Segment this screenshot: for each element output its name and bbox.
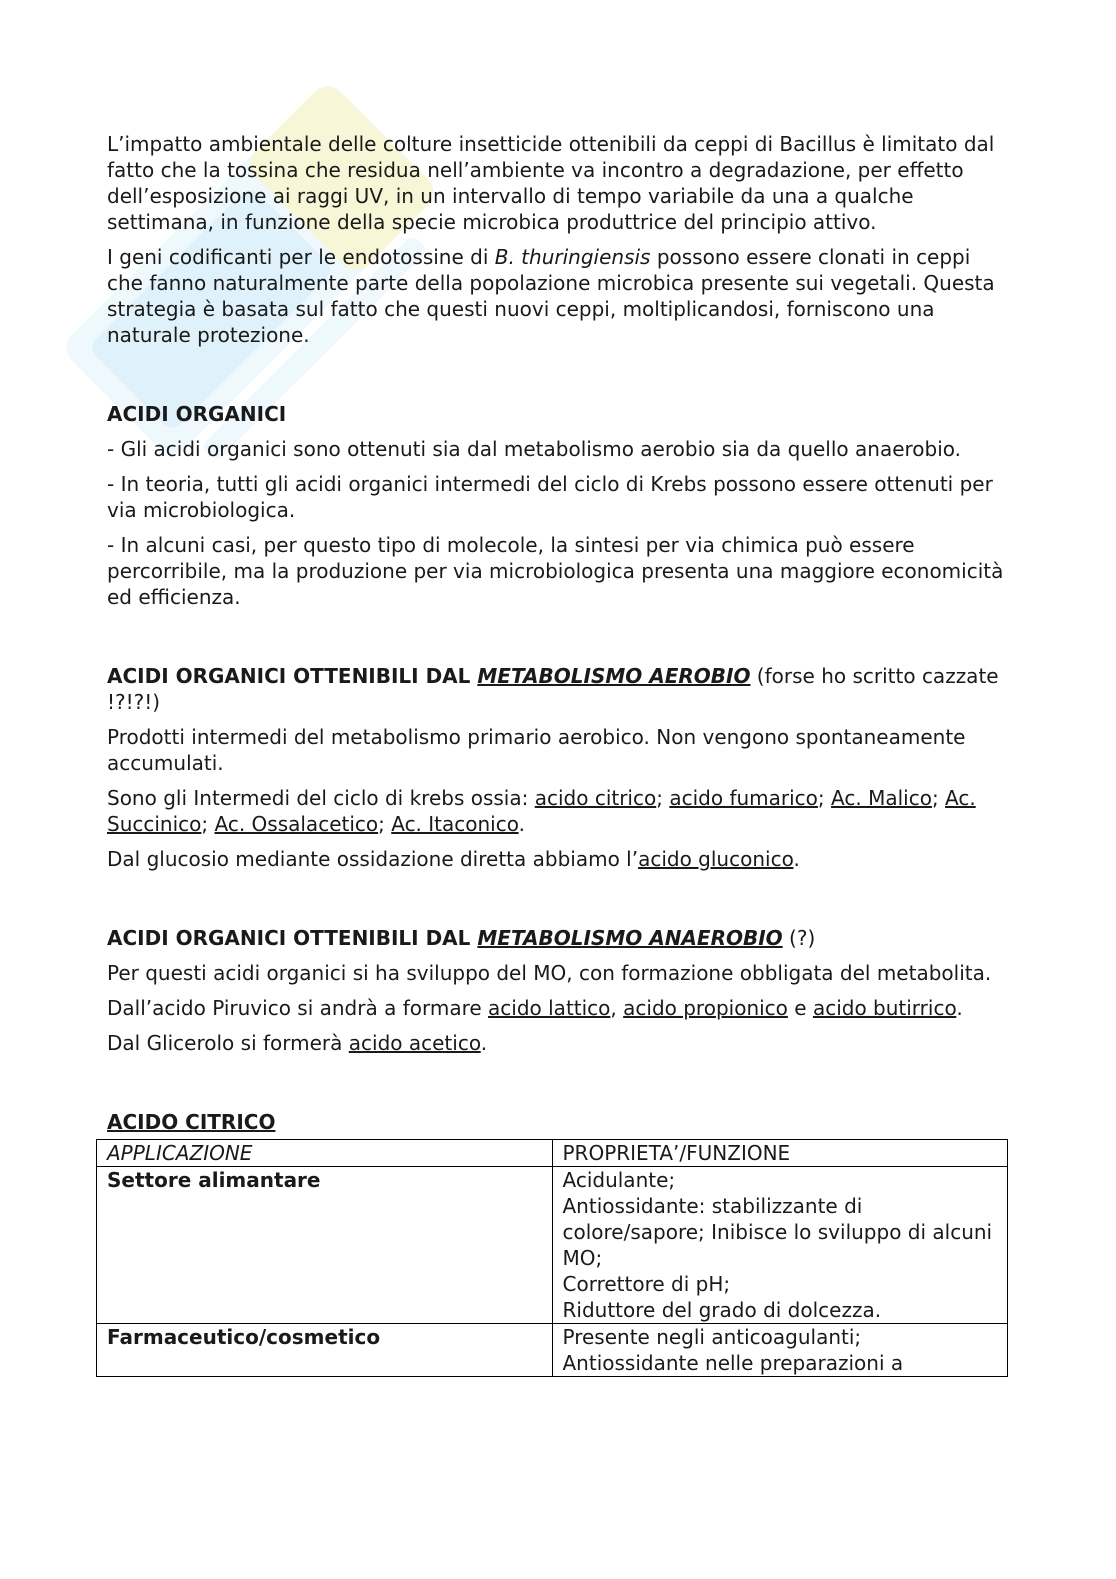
table-header-cell: APPLICAZIONE (97, 1140, 553, 1167)
separator: e (787, 996, 813, 1020)
page-content (107, 131, 1012, 1377)
table-cell-properties (552, 1167, 1008, 1324)
paragraph-glucosio (107, 846, 1012, 872)
acid-term: Ac. Ossalacetico (214, 812, 379, 836)
title-note: (forse ho scritto cazzate !?!?!) (107, 664, 999, 714)
property-line: Correttore di pH; (562, 1272, 731, 1296)
spacer (107, 1065, 1012, 1109)
separator: , (610, 996, 624, 1020)
paragraph-piruvico (107, 995, 1012, 1021)
acid-term: acido gluconico (638, 847, 794, 871)
acid-term: Ac. Malico (831, 786, 932, 810)
table-header-row (97, 1140, 1008, 1167)
table-row (97, 1167, 1008, 1324)
acid-term: acido acetico (348, 1031, 481, 1055)
section-title-aerobio (107, 663, 1012, 715)
text-segment: Sono gli Intermedi del ciclo di krebs ossia: (107, 786, 535, 810)
separator: ; (378, 812, 392, 836)
text-segment: Dal Glicerolo si formerà (107, 1031, 349, 1055)
acid-term: acido propionico (623, 996, 788, 1020)
paragraph-glicerolo (107, 1030, 1012, 1056)
table-cell-application: Farmaceutico/cosmetico (97, 1324, 553, 1377)
text-segment: Dall’acido Piruvico si andrà a formare (107, 996, 489, 1020)
acid-term: acido citrico (534, 786, 657, 810)
acid-term: acido butirrico (812, 996, 957, 1020)
table-cell-properties (552, 1324, 1008, 1377)
paragraph-geni (107, 244, 1012, 348)
title-segment: ACIDI ORGANICI OTTENIBILI DAL (107, 664, 478, 688)
text-segment: possono essere clonati in ceppi che fanno naturalmente parte della popolazione microbica presente sui vegetali. Questa strategia è basata sul fatto che questi nuovi ceppi, moltiplicandosi, forniscono una naturale protezione. (107, 245, 995, 347)
title-emphasis: METABOLISMO AEROBIO (477, 664, 751, 688)
property-line: Riduttore del grado di dolcezza. (562, 1298, 882, 1322)
paragraph-impatto: L’impatto ambientale delle colture insetticide ottenibili da ceppi di Bacillus è limitato dal fatto che la tossina che residua nell’ambiente va incontro a degradazione, per effetto dell’esposizione ai raggi UV, in un intervallo di tempo variabile da una a qualche settimana, in funzione della specie microbica produttrice del principio attivo. (107, 132, 995, 234)
section-title-anaerobio (107, 925, 1012, 951)
acid-term: Ac. Succinico (107, 786, 976, 836)
list-item: - In alcuni casi, per questo tipo di molecole, la sintesi per via chimica può essere percorribile, ma la produzione per via microbiologica presenta una maggiore economicità ed efficienza. (107, 533, 1004, 609)
text-segment: I geni codificanti per le endotossine di (107, 245, 495, 269)
acid-term: acido lattico (488, 996, 611, 1020)
paragraph-intermedi-krebs (107, 785, 1012, 837)
property-line: Acidulante; (562, 1168, 676, 1192)
table-row (97, 1324, 1008, 1377)
separator: ; (931, 786, 946, 810)
title-emphasis: METABOLISMO ANAEROBIO (477, 926, 783, 950)
paragraph-prodotti-intermedi: Prodotti intermedi del metabolismo primario aerobico. Non vengono spontaneamente accumulati. (107, 725, 966, 775)
text-segment: . (956, 996, 963, 1020)
title-note: (?) (782, 926, 816, 950)
spacer (107, 357, 1012, 401)
property-line: Antiossidante nelle preparazioni a (562, 1351, 904, 1375)
separator: ; (656, 786, 670, 810)
separator: ; (817, 786, 832, 810)
acid-term: Ac. Itaconico (391, 812, 519, 836)
list-item: - In teoria, tutti gli acidi organici intermedi del ciclo di Krebs possono essere ottenuti per via microbiologica. (107, 472, 993, 522)
table-header-cell: PROPRIETA’/FUNZIONE (552, 1140, 1008, 1167)
text-segment: . (518, 812, 525, 836)
paragraph-sviluppo-mo: Per questi acidi organici si ha sviluppo del MO, con formazione obbligata del metabolita. (107, 961, 992, 985)
table-cell-application: Settore alimantare (97, 1167, 553, 1324)
property-line: Presente negli anticoagulanti; (562, 1325, 862, 1349)
acido-citrico-table (96, 1139, 1008, 1377)
title-segment: ACIDI ORGANICI OTTENIBILI DAL (107, 926, 478, 950)
section-title-acido-citrico: ACIDO CITRICO (107, 1110, 276, 1134)
spacer (107, 881, 1012, 925)
species-name: B. thuringiensis (494, 245, 651, 269)
acid-term: acido fumarico (669, 786, 818, 810)
text-segment: . (793, 847, 800, 871)
spacer (107, 619, 1012, 663)
list-item: - Gli acidi organici sono ottenuti sia dal metabolismo aerobio sia da quello anaerobio. (107, 437, 962, 461)
text-segment: Dal glucosio mediante ossidazione diretta abbiamo l’ (107, 847, 639, 871)
text-segment: . (480, 1031, 488, 1055)
separator: ; (201, 812, 215, 836)
property-line: Antiossidante: stabilizzante di colore/sapore; Inibisce lo sviluppo di alcuni MO; (562, 1194, 993, 1270)
section-title-acidi-organici: ACIDI ORGANICI (107, 402, 287, 426)
